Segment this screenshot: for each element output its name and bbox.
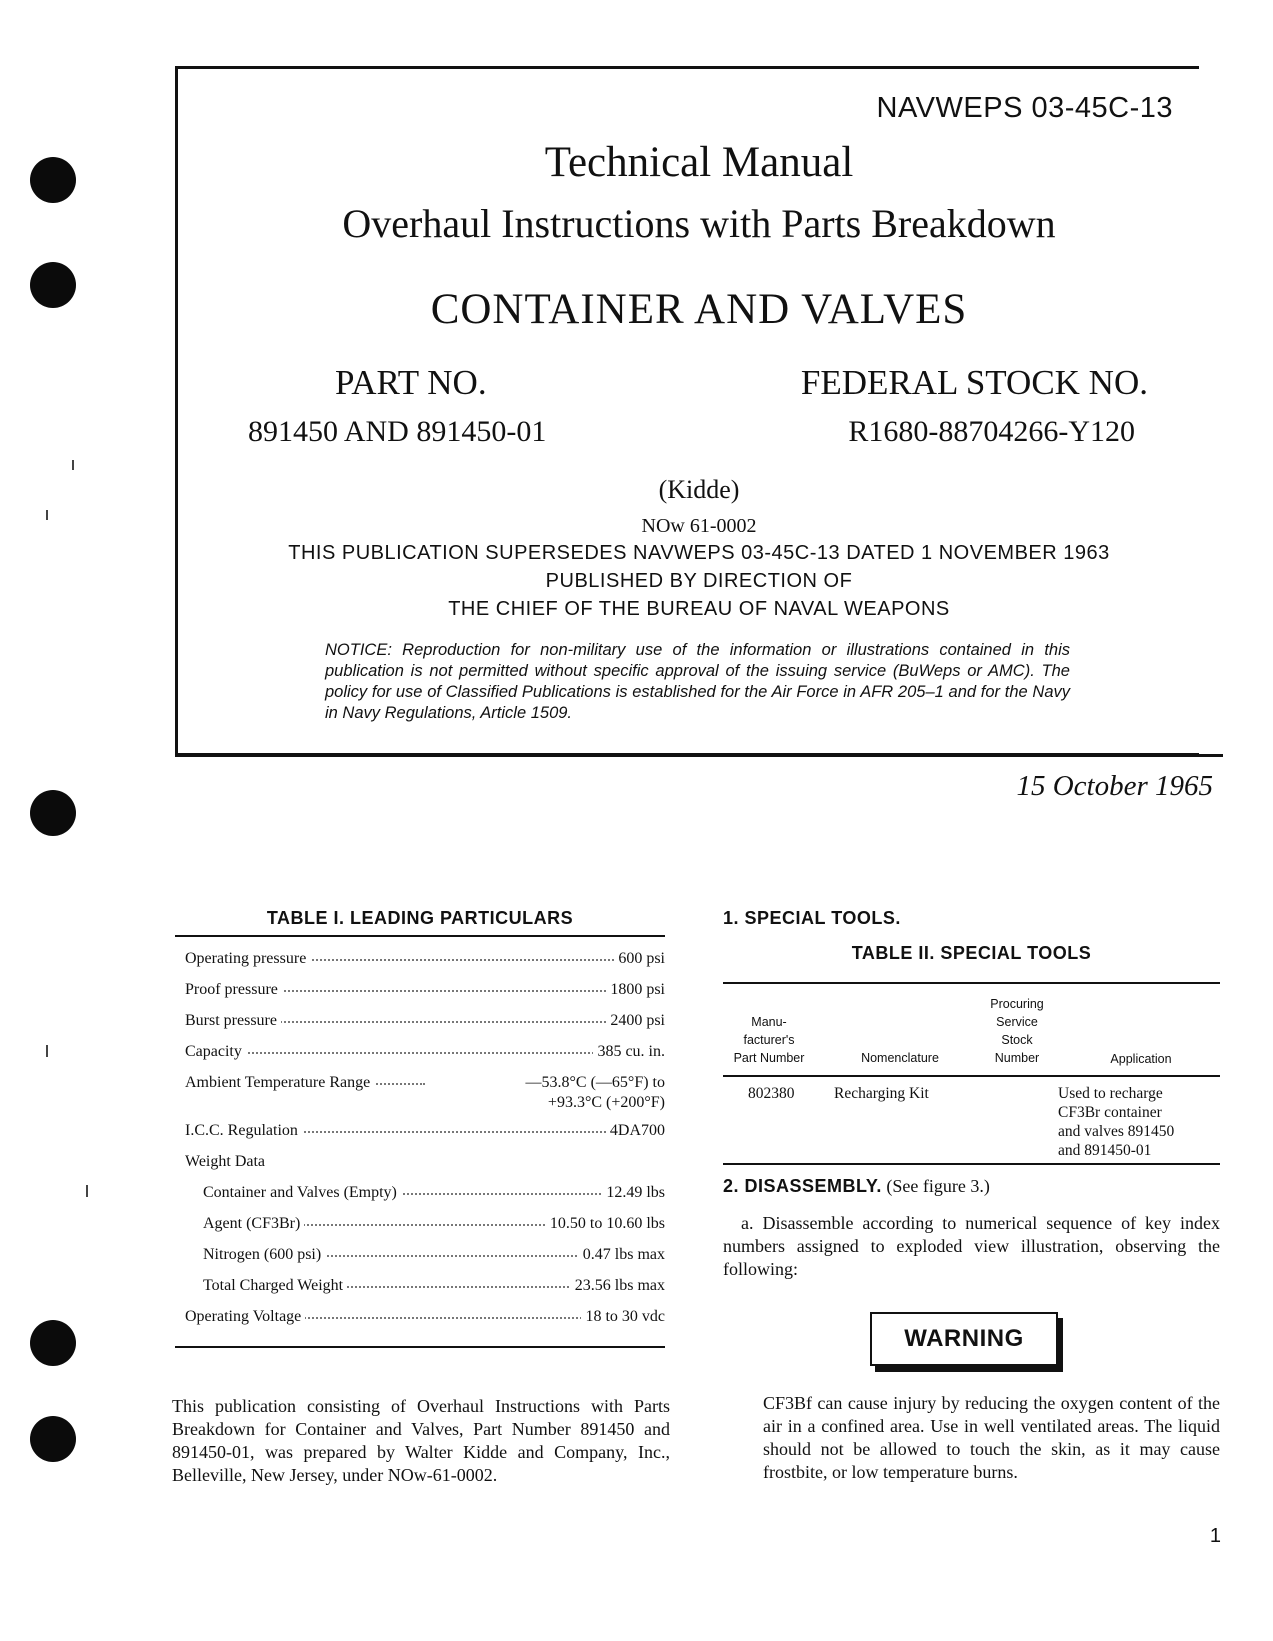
cell-line: and valves 891450 bbox=[1058, 1123, 1175, 1140]
section2-heading bbox=[723, 1176, 990, 1197]
manual-title: Technical Manual bbox=[544, 139, 854, 186]
table-row bbox=[175, 1012, 665, 1043]
publication-date: 15 October 1965 bbox=[1016, 770, 1213, 802]
row-value: 23.56 lbs max bbox=[571, 1277, 665, 1295]
col-header-line: Part Number bbox=[733, 1051, 805, 1065]
row-label: Proof pressure bbox=[185, 981, 282, 999]
equipment-title: CONTAINER AND VALVES bbox=[430, 286, 968, 333]
cell-application bbox=[1058, 1084, 1174, 1160]
warning-box: WARNING bbox=[870, 1312, 1058, 1366]
table-row bbox=[175, 950, 665, 981]
binder-hole bbox=[30, 790, 76, 836]
row-value: 385 cu. in. bbox=[593, 1043, 665, 1061]
col-header-stock-number bbox=[976, 995, 1058, 1067]
scan-mark bbox=[86, 1185, 88, 1197]
row-value: 2400 psi bbox=[606, 1012, 665, 1030]
table-row bbox=[175, 1184, 665, 1215]
row-value: 600 psi bbox=[614, 950, 665, 968]
table1-top-rule bbox=[175, 935, 665, 937]
cell-line: Used to recharge bbox=[1058, 1085, 1163, 1102]
table-row bbox=[175, 1215, 665, 1246]
row-value: —53.8°C (—65°F) to bbox=[522, 1074, 665, 1092]
row-label: Weight Data bbox=[185, 1153, 269, 1171]
table1-title: TABLE I. LEADING PARTICULARS bbox=[266, 908, 574, 928]
col-header-part-number bbox=[723, 1013, 815, 1067]
stock-number-value: R1680-88704266-Y120 bbox=[848, 415, 1135, 448]
row-label: Operating Voltage bbox=[185, 1308, 305, 1326]
contract-number: NOw 61-0002 bbox=[641, 515, 757, 537]
authority: THE CHIEF OF THE BUREAU OF NAVAL WEAPONS bbox=[448, 598, 950, 620]
cell-line: CF3Br container bbox=[1058, 1104, 1162, 1121]
binder-hole bbox=[30, 262, 76, 308]
table-row bbox=[175, 981, 665, 1012]
binder-hole bbox=[30, 157, 76, 203]
publication-number: NAVWEPS 03-45C-13 bbox=[876, 92, 1173, 124]
row-value: 12.49 lbs bbox=[602, 1184, 665, 1202]
part-number-label: PART NO. bbox=[335, 363, 487, 402]
table2-title: TABLE II. SPECIAL TOOLS bbox=[851, 943, 1092, 963]
scan-mark bbox=[46, 1045, 48, 1057]
table-row bbox=[175, 1277, 665, 1308]
row-value: 10.50 to 10.60 lbs bbox=[546, 1215, 665, 1233]
row-value: 4DA700 bbox=[606, 1122, 665, 1140]
section2-title: 2. DISASSEMBLY. bbox=[723, 1176, 882, 1196]
warning-text: CF3Bf can cause injury by reducing the oxygen content of the air in a confined area. Use in well ventilated areas. The liquid should not be allowed to touch the skin, as it may cause frostbite, or low temperature burns. bbox=[763, 1393, 1220, 1482]
row-label: Container and Valves (Empty) bbox=[203, 1184, 401, 1202]
col-header-line: Manu- bbox=[751, 1015, 787, 1029]
row-label: Nitrogen (600 psi) bbox=[203, 1246, 325, 1264]
row-value: 1800 psi bbox=[606, 981, 665, 999]
cover-frame-bottom-rule bbox=[175, 754, 1223, 757]
table2-top-rule bbox=[723, 982, 1220, 984]
col-header-application: Application bbox=[1110, 1052, 1172, 1066]
table-row bbox=[175, 1153, 665, 1184]
row-label: I.C.C. Regulation bbox=[185, 1122, 302, 1140]
row-label: Total Charged Weight bbox=[203, 1277, 347, 1295]
row-value-line2: +93.3°C (+200°F) bbox=[544, 1094, 665, 1112]
table1-bottom-rule bbox=[175, 1346, 665, 1348]
col-header-line: Procuring bbox=[990, 997, 1044, 1011]
supersedes-notice: THIS PUBLICATION SUPERSEDES NAVWEPS 03-45C-13 DATED 1 NOVEMBER 1963 bbox=[288, 542, 1110, 564]
page-number: 1 bbox=[1209, 1525, 1221, 1547]
manual-subtitle: Overhaul Instructions with Parts Breakdown bbox=[342, 201, 1056, 246]
binder-hole bbox=[30, 1320, 76, 1366]
col-header-line: facturer's bbox=[743, 1033, 795, 1047]
row-label: Burst pressure bbox=[185, 1012, 281, 1030]
binder-hole bbox=[30, 1416, 76, 1462]
table-row bbox=[175, 1074, 665, 1122]
intro-paragraph: This publication consisting of Overhaul Instructions with Parts Breakdown for Container and Valves, Part Number 891450 and 891450-01, was prepared by Walter Kidde and Company, Inc., Belleville, New Jersey, under NOw-61-0002. bbox=[172, 1396, 670, 1485]
section2-figure-ref: (See figure 3.) bbox=[886, 1176, 990, 1196]
row-label: Capacity bbox=[185, 1043, 246, 1061]
manufacturer: (Kidde) bbox=[658, 475, 740, 504]
table2-header-rule bbox=[723, 1075, 1220, 1077]
row-value: 18 to 30 vdc bbox=[581, 1308, 665, 1326]
scan-mark bbox=[46, 510, 48, 520]
published-by: PUBLISHED BY DIRECTION OF bbox=[545, 570, 853, 592]
reproduction-notice: NOTICE: Reproduction for non-military use of the information or illustrations contained in this publication is not permitted without specific approval of the issuing service (BuWeps or AMC). The policy for use of Classified Publications is established for the Air Force in AFR 205–1 and for the Navy in Navy Regulations, Article 1509. bbox=[325, 641, 1070, 722]
section1-heading: 1. SPECIAL TOOLS. bbox=[723, 908, 901, 928]
col-header-nomenclature: Nomenclature bbox=[861, 1051, 939, 1065]
row-label: Operating pressure bbox=[185, 950, 310, 968]
cell-part-number: 802380 bbox=[748, 1085, 795, 1102]
disassembly-step-a: a. Disassemble according to numerical sequence of key index numbers assigned to exploded view illustration, observing the following: bbox=[723, 1213, 1220, 1279]
table2-bottom-rule bbox=[723, 1163, 1220, 1165]
col-header-line: Number bbox=[994, 1051, 1040, 1065]
row-value: 0.47 lbs max bbox=[579, 1246, 665, 1264]
cell-nomenclature: Recharging Kit bbox=[834, 1085, 929, 1102]
table-row bbox=[175, 1122, 665, 1153]
table-row bbox=[175, 1043, 665, 1074]
table-row bbox=[175, 1246, 665, 1277]
col-header-line: Service bbox=[996, 1015, 1038, 1029]
stock-number-label: FEDERAL STOCK NO. bbox=[800, 363, 1148, 402]
row-label: Agent (CF3Br) bbox=[203, 1215, 304, 1233]
row-label: Ambient Temperature Range bbox=[185, 1074, 374, 1092]
col-header-line: Stock bbox=[1001, 1033, 1033, 1047]
table-row bbox=[175, 1308, 665, 1339]
cell-line: and 891450-01 bbox=[1058, 1142, 1152, 1159]
scan-mark bbox=[72, 460, 74, 470]
part-number-value: 891450 AND 891450-01 bbox=[248, 415, 547, 448]
table1-leading-particulars bbox=[175, 950, 665, 1339]
